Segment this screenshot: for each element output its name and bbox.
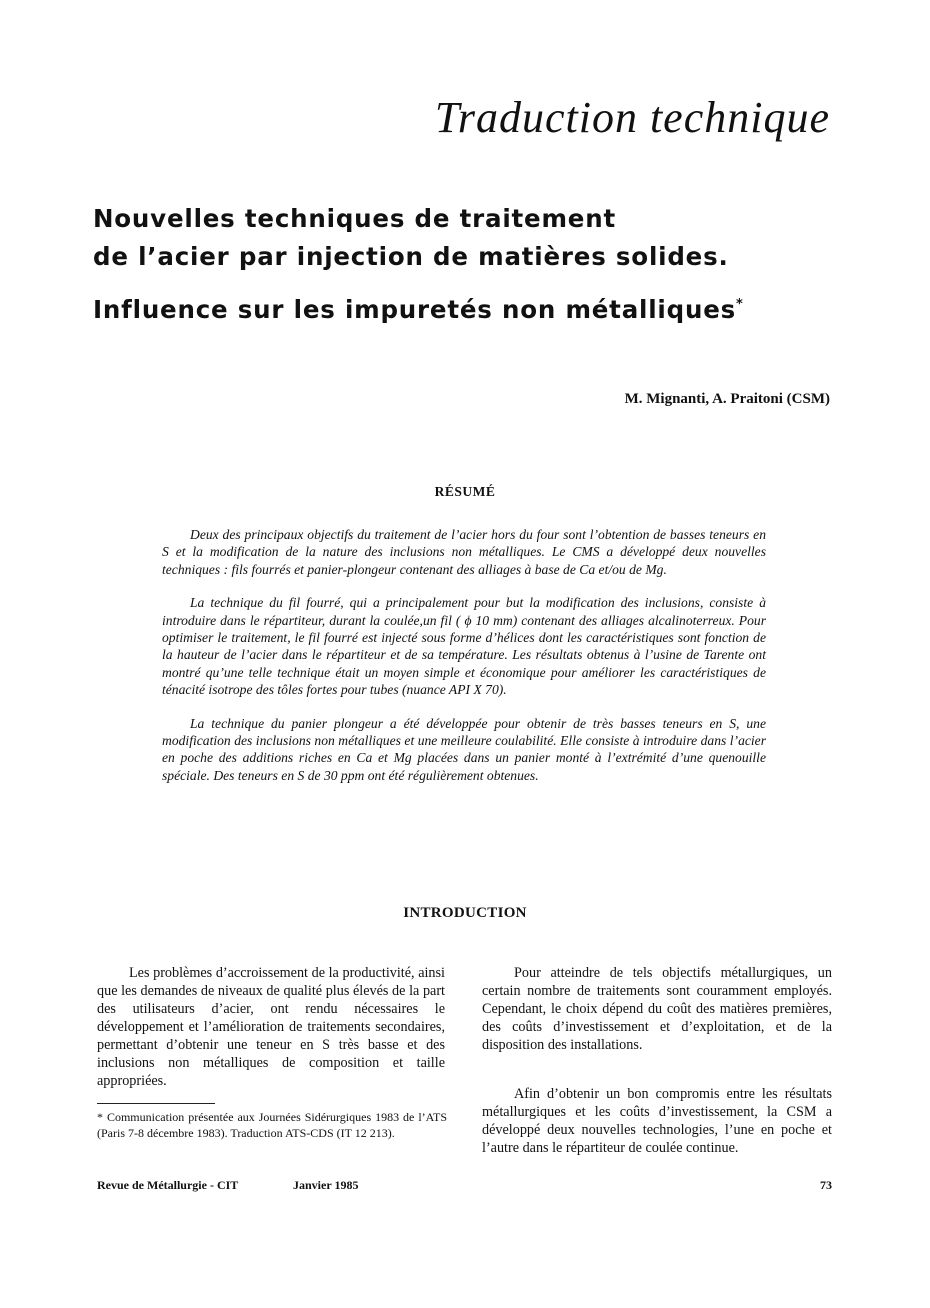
intro-paragraph-right-2: Afin d’obtenir un bon compromis entre les résultats métallurgiques et les coûts d’investissement, la CSM a développé deux nouvelles technologies, l’une en poche et l’autre dans le répartiteur de coulée continue. bbox=[482, 1086, 832, 1156]
body-column-right-top bbox=[482, 964, 832, 1054]
article-title bbox=[93, 200, 853, 329]
abstract bbox=[162, 526, 766, 800]
title-line-1: Nouvelles techniques de traitement bbox=[93, 204, 616, 233]
title-line-3-text: Influence sur les impuretés non métalliques bbox=[93, 295, 736, 324]
intro-paragraph-left: Les problèmes d’accroissement de la productivité, ainsi que les demandes de niveaux de qualité plus élevés de la part des utilisateurs d’acier, ont rendu nécessaires le développement et l’amélioration de traitements secondaires, permettant d’obtenir une teneur en S très basse et des inclusions non métalliques de composition et taille appropriées. bbox=[97, 965, 445, 1089]
body-column-right-bottom bbox=[482, 1085, 832, 1157]
intro-paragraph-right-1: Pour atteindre de tels objectifs métallurgiques, un certain nombre de traitements sont couramment employés. Cependant, le choix dépend du coût des matières premières, des coûts d’investissement et d’exploitation, et de la disposition des installations. bbox=[482, 965, 832, 1053]
resume-heading: RÉSUMÉ bbox=[434, 484, 496, 499]
footer-issue-date: Janvier 1985 bbox=[293, 1178, 359, 1192]
introduction-heading: INTRODUCTION bbox=[403, 905, 527, 921]
title-footnote-mark: * bbox=[736, 297, 744, 312]
title-line-2: de l’acier par injection de matières solides. bbox=[93, 242, 729, 271]
abstract-paragraph-1: Deux des principaux objectifs du traitement de l’acier hors du four sont l’obtention de basses teneurs en S et la modification de la nature des inclusions non métalliques. Le CMS a développé deux nouvelles techniques : fils fourrés et panier-plongeur contenant des alliages à base de Ca et/ou de Mg. bbox=[162, 527, 766, 577]
title-line-3 bbox=[93, 286, 853, 329]
body-column-left bbox=[97, 964, 445, 1090]
authors: M. Mignanti, A. Praitoni (CSM) bbox=[624, 391, 830, 407]
footer-journal-name: Revue de Métallurgie - CIT bbox=[97, 1178, 239, 1192]
footer-page-number: 73 bbox=[820, 1178, 832, 1192]
footnote: * Communication présentée aux Journées Sidérurgiques 1983 de l’ATS (Paris 7-8 décembre 1983). Traduction ATS-CDS (IT 12 213). bbox=[97, 1110, 447, 1140]
section-header: Traduction technique bbox=[434, 93, 830, 142]
abstract-paragraph-3: La technique du panier plongeur a été développée pour obtenir de très basses teneurs en S, une modification des inclusions non métalliques et une meilleure coulabilité. Elle consiste à introduire dans l’acier en poche des additions riches en Ca et Mg placées dans un panier monté à l’extrémité d’une quenouille spéciale. Des teneurs en S de 30 ppm ont été régulièrement obtenues. bbox=[162, 715, 766, 783]
footnote-divider bbox=[97, 1103, 215, 1104]
abstract-paragraph-2: La technique du fil fourré, qui a principalement pour but la modification des inclusions, consiste à introduire dans le répartiteur, durant la coulée,un fil ( ϕ 10 mm) contenant des alliages alcalinoterreux. Pour optimiser le traitement, le fil fourré est injecté sous forme d’hélices dont les caractéristiques sont fonction de la hauteur de l’acier dans le répartiteur et de sa température. Les résultats obtenus à l’usine de Tarente ont montré qu’une telle technique était un moyen simple et économique pour améliorer les caractéristiques de ténacité isotrope des tôles fortes pour tubes (nuance API X 70). bbox=[162, 595, 766, 698]
